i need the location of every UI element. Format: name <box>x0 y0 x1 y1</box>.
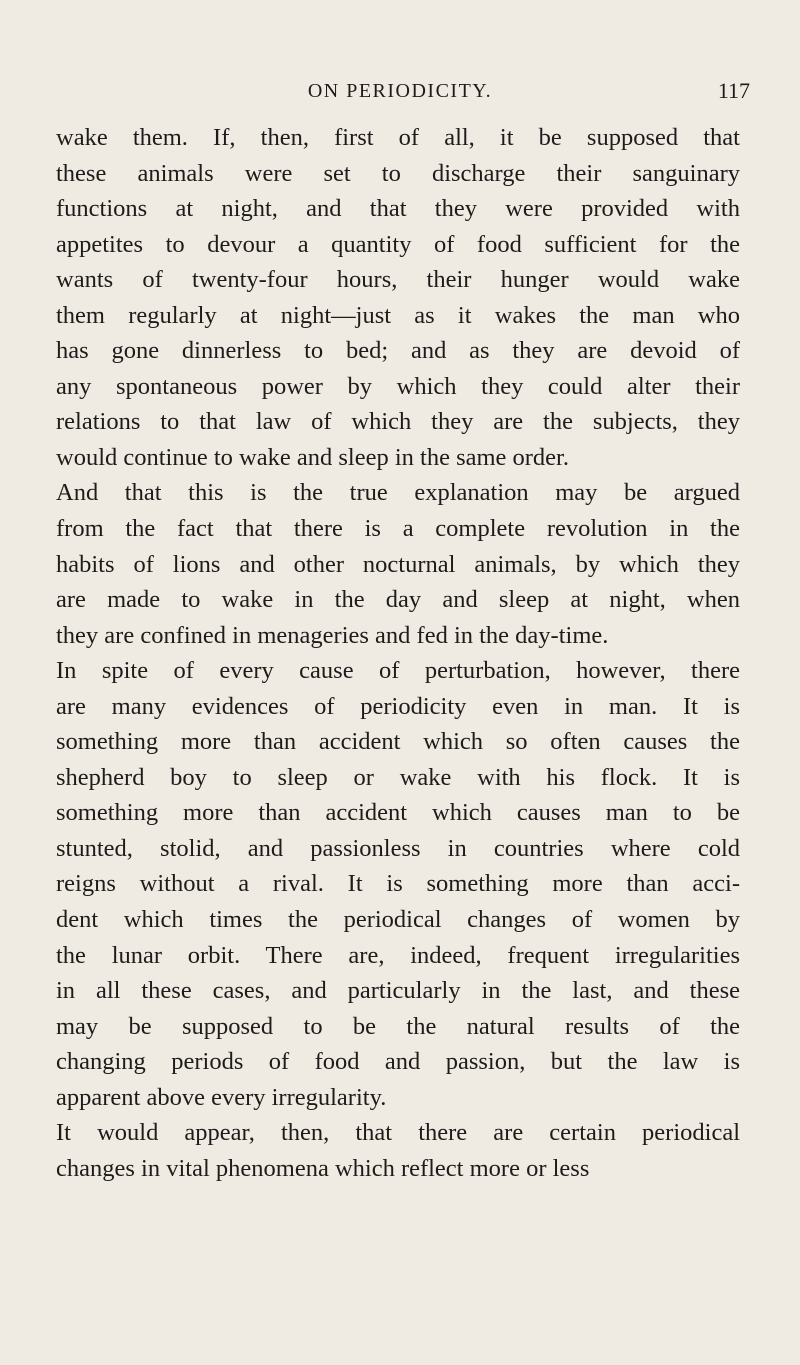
running-head <box>0 76 800 106</box>
text-line: apparent above every irregularity. <box>56 1083 387 1111</box>
text-line: changing periods of food and passion, but the law is <box>56 1048 740 1076</box>
text-line: the lunar orbit. There are, indeed, frequent irregularities <box>56 941 740 969</box>
paragraph-start-line: In spite of every cause of perturbation, however, there <box>56 657 740 685</box>
text-line: stunted, stolid, and passionless in countries where cold <box>56 834 740 862</box>
text-line: would continue to wake and sleep in the same order. <box>56 443 569 471</box>
text-line: them regularly at night—just as it wakes the man who <box>56 301 740 329</box>
running-title: ON PERIODICITY. <box>307 80 493 102</box>
text-line: any spontaneous power by which they could alter their <box>56 372 740 400</box>
text-line: wants of twenty-four hours, their hunger would wake <box>56 266 740 294</box>
text-line: something more than accident which causes man to be <box>56 799 740 827</box>
text-line: reigns without a rival. It is something more than acci- <box>56 870 740 898</box>
text-line: in all these cases, and particularly in the last, and these <box>56 977 740 1005</box>
text-line: wake them. If, then, first of all, it be supposed that <box>56 124 740 151</box>
text-line: are made to wake in the day and sleep at night, when <box>56 586 740 614</box>
text-line: may be supposed to be the natural results of the <box>56 1012 740 1040</box>
text-line: from the fact that there is a complete revolution in the <box>56 515 740 543</box>
text-line: are many evidences of periodicity even in man. It is <box>56 692 740 720</box>
text-line: has gone dinnerless to bed; and as they are devoid of <box>56 337 740 365</box>
text-line: relations to that law of which they are the subjects, they <box>56 408 740 436</box>
text-line: changes in vital phenomena which reflect more or less <box>56 1154 590 1182</box>
text-line: shepherd boy to sleep or wake with his flock. It is <box>56 763 740 791</box>
text-line: dent which times the periodical changes of women by <box>56 906 740 934</box>
page-number: 117 <box>717 78 750 103</box>
text-line: appetites to devour a quantity of food sufficient for the <box>56 230 740 258</box>
paragraph-start-line: It would appear, then, that there are certain periodical <box>56 1119 740 1147</box>
text-line: these animals were set to discharge their sanguinary <box>56 159 740 187</box>
body-text <box>56 120 740 1186</box>
text-line: something more than accident which so often causes the <box>56 728 740 756</box>
text-line: functions at night, and that they were provided with <box>56 195 740 223</box>
text-line: habits of lions and other nocturnal animals, by which they <box>56 550 740 578</box>
text-line: they are confined in menageries and fed in the day-time. <box>56 621 609 649</box>
text-line: And that this is the true explanation may be argued <box>56 479 740 507</box>
